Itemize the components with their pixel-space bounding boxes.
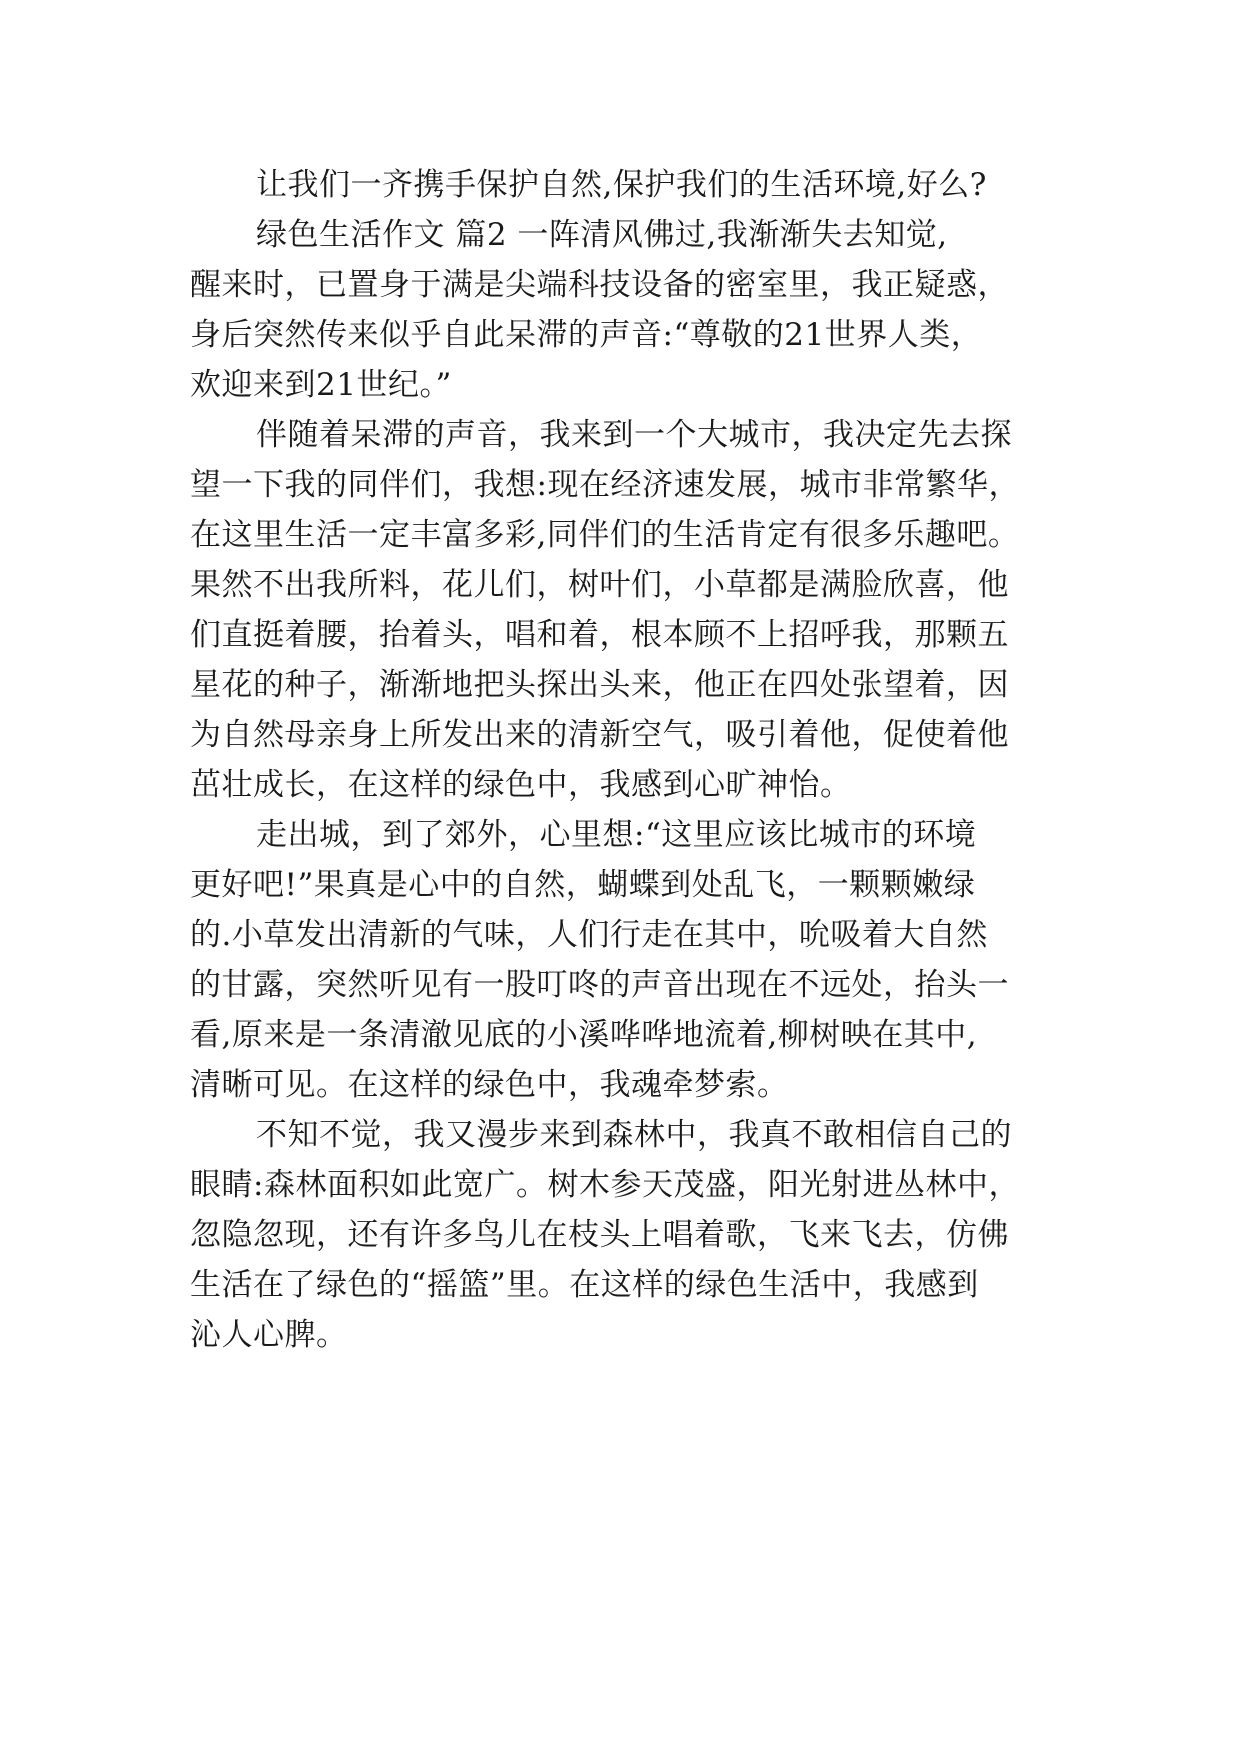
text-line: 茁壮成长，在这样的绿色中，我感到心旷神怡。: [190, 767, 852, 803]
text-line: 的甘露，突然听见有一股叮咚的声音出现在不远处，抬头一: [190, 967, 1009, 1003]
text-line: 欢迎来到21世纪。”: [190, 367, 452, 403]
text-line: 眼睛:森林面积如此宽广。树木参天茂盛，阳光射进丛林中，: [190, 1167, 1020, 1203]
text-line: 绿色生活作文 篇2 一阵清风佛过,我渐渐失去知觉,: [256, 217, 948, 253]
text-line: 们直挺着腰，抬着头，唱和着，根本顾不上招呼我，那颗五: [190, 617, 1009, 653]
text-line: 清晰可见。在这样的绿色中，我魂牵梦索。: [190, 1067, 789, 1103]
text-line: 看,原来是一条清澈见底的小溪哗哗地流着,柳树映在其中,: [190, 1017, 978, 1053]
text-line: 生活在了绿色的“摇篮”里。在这样的绿色生活中，我感到: [190, 1267, 979, 1303]
text-line: 身后突然传来似乎自此呆滞的声音:“尊敬的21世界人类，: [190, 317, 983, 353]
essay-body: [190, 160, 1050, 1360]
text-line: 不知不觉，我又漫步来到森林中，我真不敢相信自己的: [256, 1117, 1012, 1153]
text-line: 伴随着呆滞的声音，我来到一个大城市，我决定先去探: [256, 417, 1012, 453]
text-line: 星花的种子，渐渐地把头探出头来，他正在四处张望着，因: [190, 667, 1009, 703]
text-line: 让我们一齐携手保护自然,保护我们的生活环境,好么?: [256, 167, 987, 203]
text-line: 在这里生活一定丰富多彩,同伴们的生活肯定有很多乐趣吧。: [190, 517, 1020, 553]
text-line: 醒来时，已置身于满是尖端科技设备的密室里，我正疑惑，: [190, 267, 1009, 303]
text-line: 为自然母亲身上所发出来的清新空气，吸引着他，促使着他: [190, 717, 1009, 753]
text-line: 的.小草发出清新的气味，人们行走在其中，吮吸着大自然: [190, 917, 988, 953]
text-line: 沁人心脾。: [190, 1317, 348, 1353]
text-line: 望一下我的同伴们，我想:现在经济速发展，城市非常繁华，: [190, 467, 1020, 503]
text-line: 更好吧!”果真是心中的自然，蝴蝶到处乱飞，一颗颗嫩绿: [190, 867, 976, 903]
text-line: 忽隐忽现，还有许多鸟儿在枝头上唱着歌，飞来飞去，仿佛: [190, 1217, 1009, 1253]
text-line: 走出城，到了郊外，心里想:“这里应该比城市的环境: [256, 817, 977, 853]
text-line: 果然不出我所料，花儿们，树叶们，小草都是满脸欣喜，他: [190, 567, 1009, 603]
